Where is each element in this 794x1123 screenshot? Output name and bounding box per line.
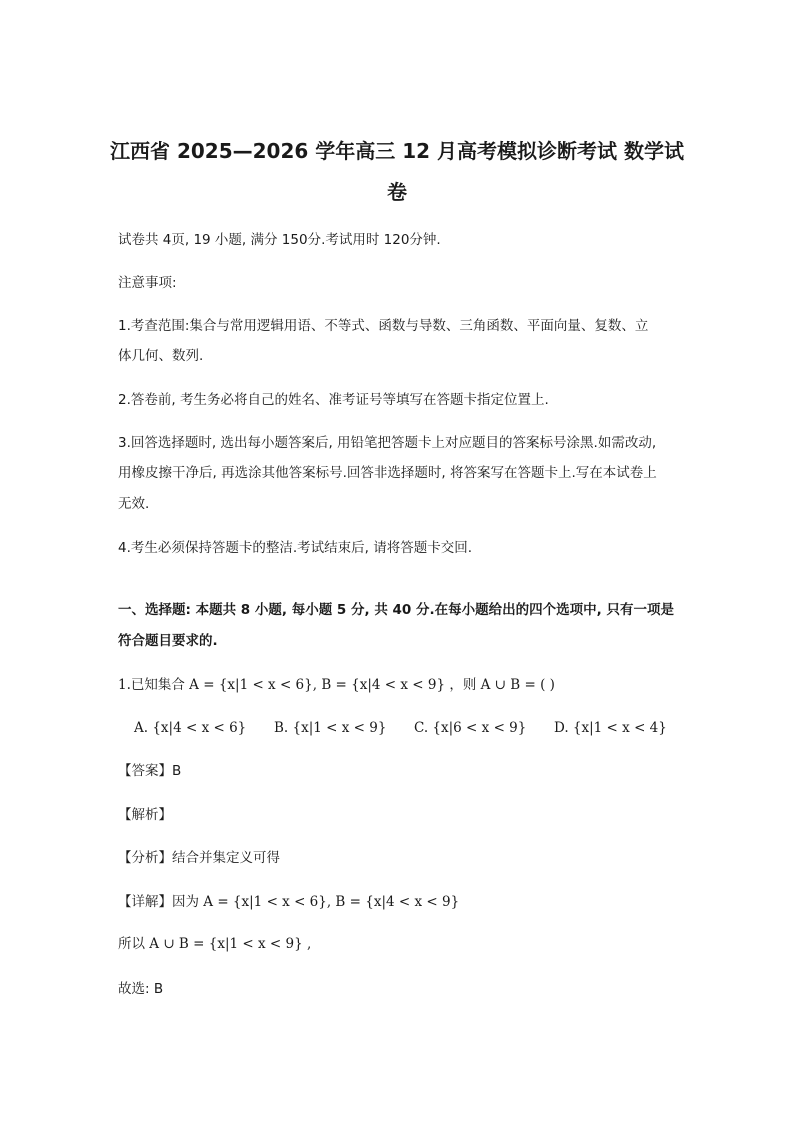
note-3-line-1: 3.回答选择题时, 选出每小题答案后, 用铅笔把答题卡上对应题目的答案标号涂黑.如需改动, [118, 435, 657, 451]
conclusion-text: 所以 A ∪ B = {x|1 < x < 9} , [118, 936, 312, 952]
note-1-line-1: 1.考查范围:集合与常用逻辑用语、不等式、函数与导数、三角函数、平面向量、复数、立 [118, 318, 649, 334]
choice-text: 故选: B [118, 981, 164, 997]
note-4: 4.考生必须保持答题卡的整洁.考试结束后, 请将答题卡交回. [118, 540, 473, 556]
answer-line: 【答案】B [118, 763, 182, 779]
question-1-option-c: C. {x|6 < x < 9} [414, 720, 527, 736]
document-title-line2: 卷 [387, 180, 407, 204]
detail-text: 【详解】因为 A = {x|1 < x < 6}, B = {x|4 < x < 9} [118, 894, 460, 910]
question-1-option-a: A. {x|4 < x < 6} [134, 720, 247, 736]
note-2: 2.答卷前, 考生务必将自己的姓名、准考证号等填写在答题卡指定位置上. [118, 392, 549, 408]
question-1-option-d: D. {x|1 < x < 4} [554, 720, 667, 736]
question-1-stem: 1.已知集合 A = {x|1 < x < 6}, B = {x|4 < x < 9} ，则 A ∪ B = ( ) [118, 677, 555, 693]
section-1-heading-line-2: 符合题目要求的. [118, 633, 218, 649]
analysis-heading: 【解析】 [118, 807, 172, 823]
section-1-heading-line-1: 一、选择题: 本题共 8 小题, 每小题 5 分, 共 40 分.在每小题给出的四个选项中, 只有一项是 [118, 602, 674, 618]
question-1-option-b: B. {x|1 < x < 9} [274, 720, 387, 736]
note-3-line-2: 用橡皮擦干净后, 再选涂其他答案标号.回答非选择题时, 将答案写在答题卡上.写在本试卷上 [118, 465, 657, 481]
note-1-line-2: 体几何、数列. [118, 348, 204, 364]
document-title-line1: 江西省 2025—2026 学年高三 12 月高考模拟诊断考试 数学试 [110, 139, 684, 163]
analysis-text: 【分析】结合并集定义可得 [118, 850, 280, 866]
note-3-line-3: 无效. [118, 496, 150, 512]
notes-heading: 注意事项: [118, 275, 177, 291]
exam-intro: 试卷共 4页, 19 小题, 满分 150分.考试用时 120分钟. [118, 232, 441, 248]
